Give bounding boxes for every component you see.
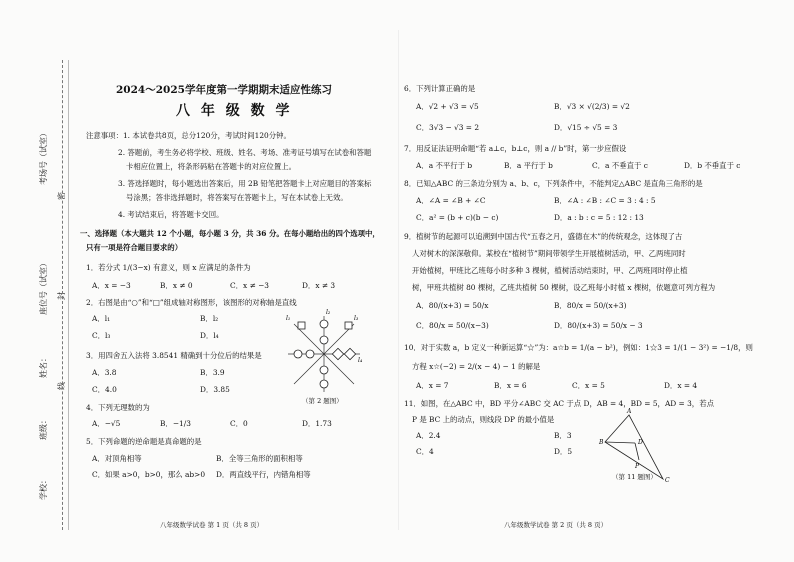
note-3: 3. 答选择题时，每小题选出答案后，用 2B 铅笔把答题卡上对应题目的答案标 bbox=[118, 179, 372, 188]
q4-option-c: C．0 bbox=[230, 419, 248, 428]
q6-option-b: B．√3 × √(2/3) = √2 bbox=[554, 102, 630, 111]
q9-option-c: C．80/x = 50/(x−3) bbox=[416, 321, 489, 330]
seal-char: 封 bbox=[57, 292, 66, 300]
question-9: 9．植树节的起源可以追溯到中国古代“五春之月，盛德在木”的传统观念，这体现了古 bbox=[404, 232, 683, 241]
question-9-line3: 开始植树，甲班比乙班每小时多种 3 棵树，植树活动结束时，甲、乙两班同时停止植 bbox=[412, 266, 688, 275]
q2-option-d: D．l₄ bbox=[200, 331, 219, 340]
question-9-line4: 树，甲班共植树 80 棵树，乙班共植树 50 棵树，设乙班每小时植 x 棵树，依题意可列方程为 bbox=[412, 283, 716, 292]
fold-dashed-line bbox=[62, 60, 63, 530]
question-8: 8．已知△ABC 的三条边分别为 a、b、c，下列条件中，不能判定△ABC 是直角三角形的是 bbox=[404, 179, 703, 188]
question-11: 11．如图，在△ABC 中，BD 平分∠ABC 交 AC 于点 D，AB = 4，BD = 5，AD = 3，若点 bbox=[404, 399, 714, 408]
note-2: 2. 答题前，考生务必将学校、班级、姓名、考场、准考证号填写在试卷和答题 bbox=[118, 148, 372, 157]
q1-option-c: C．x ≠ −3 bbox=[230, 281, 269, 290]
q4-option-d: D．1.73 bbox=[302, 419, 332, 428]
q11-option-d: D．5 bbox=[554, 447, 573, 456]
seal-char: 密 bbox=[57, 192, 66, 200]
fig-label-C: C bbox=[665, 477, 670, 484]
q10-option-d: D．x = 4 bbox=[664, 381, 698, 390]
question-7: 7．用反证法证明命题“若 a⊥c，b⊥c，则 a // b”时，第一步应假设 bbox=[404, 144, 627, 153]
q2-option-a: A．l₁ bbox=[92, 314, 111, 323]
exam-title: 2024～2025学年度第一学期期末适应性练习 bbox=[116, 84, 332, 96]
page-2-footer: 八年级数学试卷 第 2 页（共 8 页） bbox=[504, 521, 608, 529]
q11-option-c: C．4 bbox=[416, 447, 434, 456]
q4-option-a: A．−√5 bbox=[92, 419, 121, 428]
section-heading-cont: 只有一项是符合题目要求的） bbox=[86, 243, 183, 252]
page-1-footer: 八年级数学试卷 第 1 页（共 8 页） bbox=[160, 521, 264, 529]
q11-figure-caption: （第 11 题图） bbox=[612, 473, 657, 481]
q9-option-a: A．80/(x+3) = 50/x bbox=[416, 301, 489, 310]
q7-option-c: C．a 不垂直于 c bbox=[592, 161, 648, 170]
question-4: 4．下列无理数的为 bbox=[86, 403, 150, 412]
note-1: 注意事项：1. 本试卷共8页，总分120分，考试时间120分钟。 bbox=[86, 131, 291, 140]
fig-label-B: B bbox=[599, 439, 604, 446]
q2-figure-caption: （第 2 题图） bbox=[302, 397, 343, 405]
q3-option-c: C．4.0 bbox=[92, 385, 117, 394]
name-label: 姓名： bbox=[39, 354, 48, 378]
fig-label-l1: l₁ bbox=[286, 315, 291, 322]
note-4: 4. 考试结束后，将答题卡交回。 bbox=[118, 210, 224, 219]
q1-option-b: B．x ≠ 0 bbox=[160, 281, 193, 290]
q3-option-b: B．3.9 bbox=[200, 368, 225, 377]
q1-option-d: D．x ≠ 3 bbox=[302, 281, 336, 290]
fig-label-P: P bbox=[635, 463, 640, 470]
subject-title: 八 年 级 数 学 bbox=[176, 103, 293, 119]
q7-option-d: D．b 不垂直于 c bbox=[684, 161, 741, 170]
q1-option-a: A．x = −3 bbox=[92, 281, 131, 290]
q8-option-a: A．∠A = ∠B + ∠C bbox=[416, 196, 486, 205]
fold-solid-line bbox=[68, 60, 69, 530]
q2-option-b: B．l₂ bbox=[200, 314, 219, 323]
school-label: 学校： bbox=[39, 476, 48, 500]
q4-option-b: B．−1/3 bbox=[160, 419, 191, 428]
question-9-line2: 人对树木的深深敬仰。某校在“植树节”期间带领学生开展植树活动，甲、乙两班同时 bbox=[412, 249, 686, 258]
question-5: 5．下列命题的逆命题是真命题的是 bbox=[86, 437, 202, 446]
question-2: 2．右图是由“○”和“□”组成轴对称图形，该图形的对称轴是直线 bbox=[86, 298, 297, 307]
seat-number-label: 座位号（试室） bbox=[39, 259, 48, 315]
q2-option-c: C．l₃ bbox=[92, 331, 111, 340]
question-3: 3．用四舍五入法将 3.8541 精确到十分位后的结果是 bbox=[86, 351, 262, 360]
question-6: 6．下列计算正确的是 bbox=[404, 84, 476, 93]
page-1 bbox=[80, 0, 395, 562]
q10-option-b: B．x = 6 bbox=[494, 381, 527, 390]
q5-option-a: A．对顶角相等 bbox=[92, 454, 142, 463]
q8-option-b: B．∠A : ∠B : ∠C = 3 : 4 : 5 bbox=[554, 196, 656, 205]
q8-option-c: C．a² = (b + c)(b − c) bbox=[416, 213, 499, 222]
q5-option-b: B．全等三角形的面积相等 bbox=[216, 454, 303, 463]
page-divider bbox=[398, 30, 399, 530]
binding-strip bbox=[0, 0, 70, 562]
q5-option-c: C．如果 a>0，b>0，那么 ab>0 bbox=[92, 470, 206, 479]
class-label: 班级： bbox=[39, 416, 48, 440]
q10-option-a: A．x = 7 bbox=[416, 381, 449, 390]
question-11-line2: P 是 BC 上的动点，则线段 DP 的最小值是 bbox=[412, 415, 555, 424]
q7-option-b: B．a 平行于 b bbox=[504, 161, 553, 170]
q5-option-d: D．两直线平行，内错角相等 bbox=[216, 470, 311, 479]
q3-option-d: D．3.85 bbox=[200, 385, 230, 394]
q7-option-a: A．a 不平行于 b bbox=[416, 161, 473, 170]
q11-option-b: B．3 bbox=[554, 431, 572, 440]
question-10-line2: 方程 x☆(−2) = 2/(x − 4) − 1 的解是 bbox=[412, 362, 541, 371]
page-2 bbox=[404, 0, 789, 562]
q9-option-d: D．80/(x+3) = 50/x − 3 bbox=[554, 321, 643, 330]
seal-char: 线 bbox=[57, 382, 66, 390]
q11-option-a: A．2.4 bbox=[416, 431, 441, 440]
note-2-cont: 卡相应位置上，将条形码粘在答题卡的对应位置上。 bbox=[126, 162, 296, 171]
fig-label-l4: l₄ bbox=[358, 357, 363, 364]
question-1: 1．若分式 1/(3−x) 有意义，则 x 应满足的条件为 bbox=[86, 263, 251, 272]
question-10: 10．对于实数 a，b 定义一种新运算“☆”为：a☆b = 1/(a − b²)，例如：1☆3 = 1/(1 − 3²) = −1/8，则 bbox=[404, 343, 753, 352]
note-3-cont: 号涂黑；答非选择题时，将答案写在答题卡上，写在本试卷上无效。 bbox=[126, 193, 348, 202]
fig-label-l2: l₂ bbox=[326, 309, 331, 316]
exam-room-label: 考场号（试室） bbox=[39, 129, 48, 185]
q8-option-d: D．a : b : c = 5 : 12 : 13 bbox=[554, 213, 644, 222]
q6-option-c: C．3√3 − √3 = 2 bbox=[416, 123, 480, 132]
fig-label-A: A bbox=[627, 408, 632, 415]
q9-option-b: B．80/x = 50/(x+3) bbox=[554, 301, 627, 310]
q6-option-d: D．√15 ÷ √5 = 3 bbox=[554, 123, 618, 132]
q10-option-c: C．x = 5 bbox=[572, 381, 605, 390]
fig-label-l3: l₃ bbox=[354, 315, 359, 322]
fig-label-D: D bbox=[638, 439, 643, 446]
section-heading: 一、选择题（本大题共 12 个小题，每小题 3 分，共 36 分。在每小题给出的四个选项中， bbox=[80, 229, 380, 238]
q2-symmetry-figure bbox=[284, 310, 364, 400]
q3-option-a: A．3.8 bbox=[92, 368, 117, 377]
q6-option-a: A．√2 + √3 = √5 bbox=[416, 102, 479, 111]
